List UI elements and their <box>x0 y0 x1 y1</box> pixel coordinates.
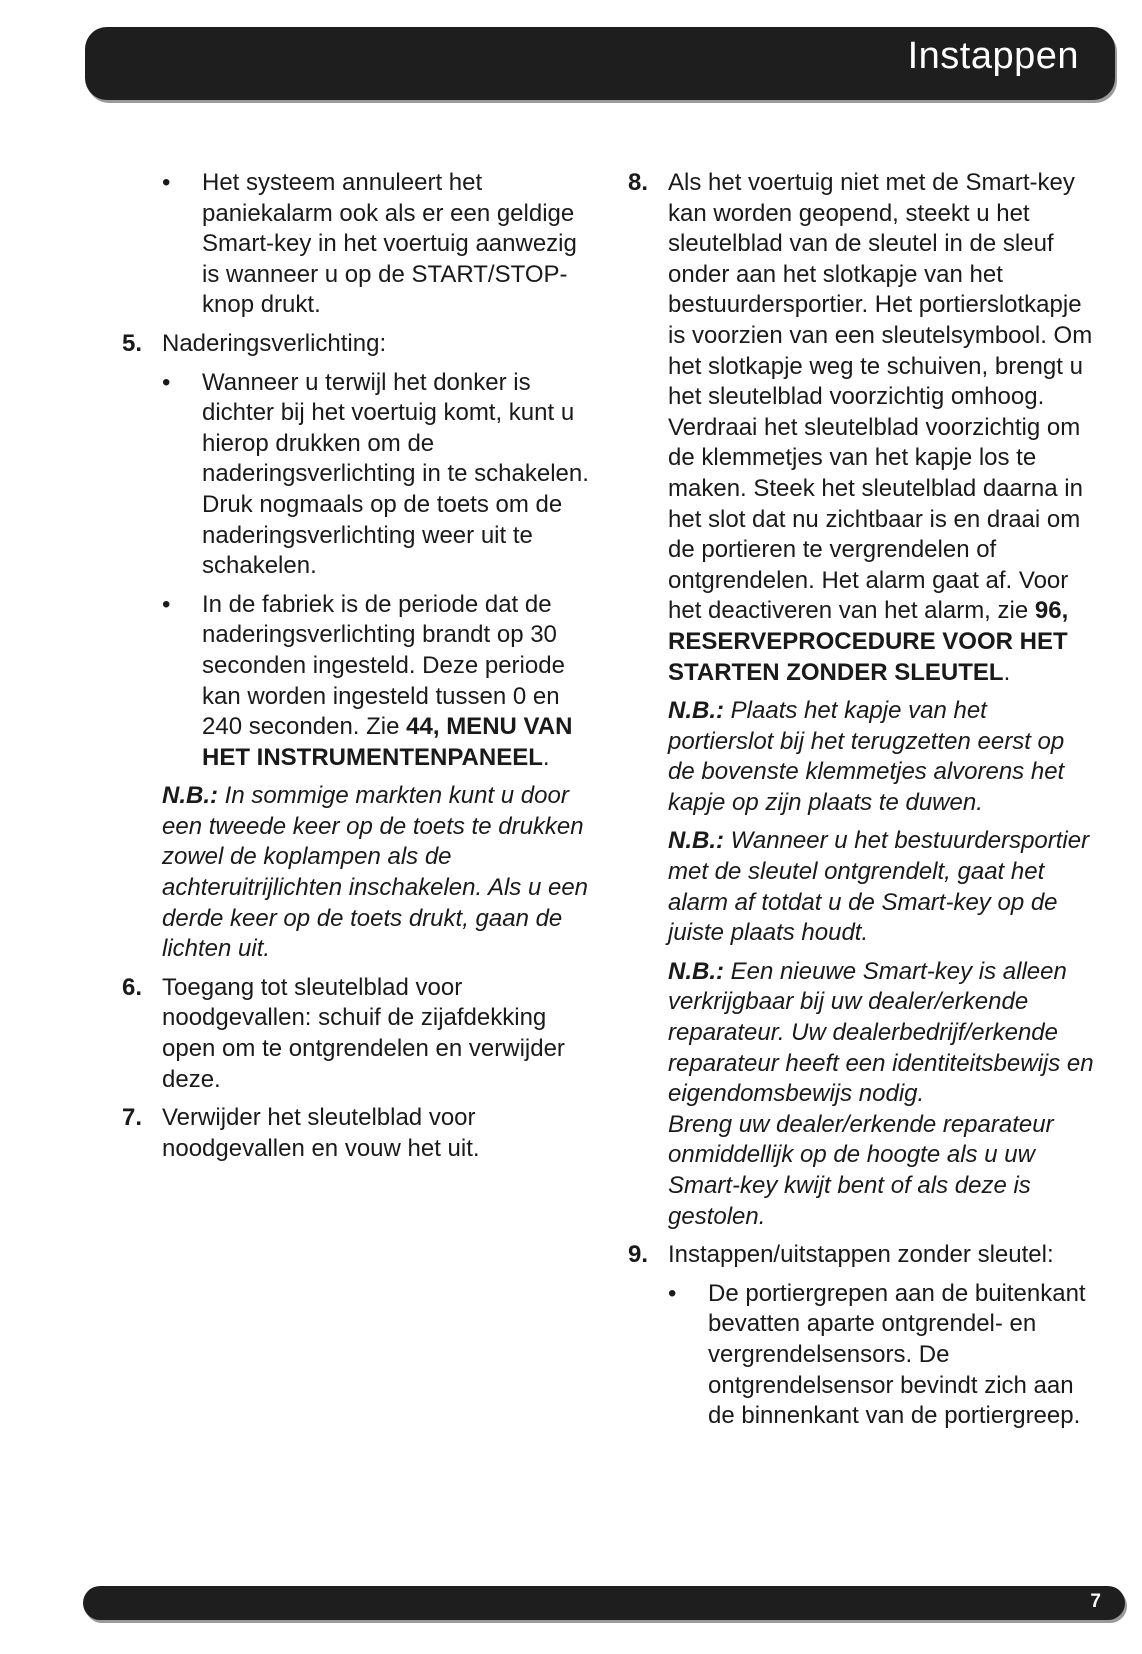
list-item-5 <box>122 329 590 360</box>
bullet-icon: • <box>668 1279 677 1307</box>
note-lock-cap <box>668 696 1094 818</box>
bullet-text: In de fabriek is de periode dat de naderingsverlichting brandt op 30 seconden ingesteld. Deze periode kan worden ingesteld tussen 0 en 240 seconden. Zie 44, MENU VAN HET INSTRUMENTENPANEEL. <box>202 590 573 771</box>
item-number: 8. <box>628 169 649 196</box>
right-column <box>628 168 1094 1440</box>
note-text: In sommige markten kunt u door een tweede keer op de toets te drukken zowel de koplampen als de achteruitrijlichten inschakelen. Als u een derde keer op de toets drukt, gaan de lichten uit. <box>162 782 589 963</box>
header-bar <box>85 27 1115 100</box>
footer-bar <box>83 1586 1125 1620</box>
item-number: 5. <box>122 329 143 357</box>
note-label: N.B.: <box>668 827 724 855</box>
note-alarm-unlock <box>668 826 1094 948</box>
item-text: Instappen/uitstappen zonder sleutel: <box>668 1241 1054 1269</box>
list-item-9 <box>628 1240 1094 1271</box>
cross-reference-link[interactable]: 96, RESERVEPROCEDURE VOOR HET STARTEN ZONDER SLEUTEL <box>668 597 1069 686</box>
bullet-panic-alarm <box>162 168 590 321</box>
list-item-8 <box>628 168 1094 688</box>
note-new-smart-key <box>668 957 1094 1232</box>
bullet-text: Wanneer u terwijl het donker is dichter bij het voertuig komt, kunt u hierop drukken om de naderingsverlichting in te schakelen. Druk nogmaals op de toets om de naderingsverlichting weer uit te schakelen. <box>202 368 589 580</box>
item-text: Naderingsverlichting: <box>162 329 387 357</box>
bullet-approach-light-on <box>162 368 590 582</box>
bullet-icon: • <box>162 368 171 396</box>
note-headlights <box>162 781 590 965</box>
note-text: Plaats het kapje van het portierslot bij het terugzetten eerst op de bovenste klemmetjes alvorens het kapje op zijn plaats te duwen. <box>668 697 1065 816</box>
bullet-icon: • <box>162 169 171 196</box>
item-text: Als het voertuig niet met de Smart-key kan worden geopend, steekt u het sleutelblad van de sleutel in de sleuf onder aan het slotkapje van het bestuurdersportier. Het portierslotkapje is voorzien van een sleutelsymbool. Om het slotkapje weg te schuiven, brengt u het sleutelblad voorzichtig omhoog. Verdraai het sleutelblad voorzichtig om de klemmetjes van het kapje los te maken. Steek het sleutelblad daarna in het slot dat nu zichtbaar is en draai om de portieren te vergrendelen of ontgrendelen. Het alarm gaat af. Voor het deactiveren van het alarm, zie 96, RESERVEPROCEDURE VOOR HET STARTEN ZONDER SLEUTEL. <box>668 169 1093 686</box>
item-number: 9. <box>628 1241 649 1269</box>
left-column <box>122 168 590 1172</box>
cross-reference-link[interactable]: 44, MENU VAN HET INSTRUMENTENPANEEL <box>202 713 573 771</box>
list-item-6 <box>122 973 590 1095</box>
bullet-door-handle-sensors <box>668 1279 1094 1432</box>
bullet-text: De portiergrepen aan de buitenkant bevatten aparte ontgrendel- en vergrendelsensors. De ontgrendelsensor bevindt zich aan de binnenkant van de portiergreep. <box>708 1279 1086 1430</box>
page-number: 7 <box>1090 1591 1101 1612</box>
note-label: N.B.: <box>668 957 724 985</box>
item-number: 6. <box>122 973 143 1001</box>
note-text-continued: Breng uw dealer/erkende reparateur onmiddellijk op de hoogte als u uw Smart-key kwijt bent of als deze is gestolen. <box>668 1110 1054 1230</box>
item-number: 7. <box>122 1104 143 1132</box>
bullet-approach-light-period <box>162 590 590 774</box>
page-title: Instappen <box>907 35 1079 77</box>
bullet-text: Het systeem annuleert het paniekalarm ook als er een geldige Smart-key in het voertuig aanwezig is wanneer u op de START/STOP-knop drukt. <box>202 169 577 319</box>
list-item-7 <box>122 1103 590 1164</box>
item-text: Verwijder het sleutelblad voor noodgevallen en vouw het uit. <box>162 1104 480 1162</box>
note-text: Een nieuwe Smart-key is alleen verkrijgbaar bij uw dealer/erkende reparateur. Uw dealerbedrijf/erkende reparateur heeft een identiteitsbewijs en eigendomsbewijs nodig. <box>668 957 1094 1108</box>
note-label: N.B.: <box>162 782 218 810</box>
note-label: N.B.: <box>668 697 724 725</box>
item-text: Toegang tot sleutelblad voor noodgevallen: schuif de zijafdekking open om te ontgrendelen en verwijder deze. <box>162 973 565 1093</box>
note-text: Wanneer u het bestuurdersportier met de sleutel ontgrendelt, gaat het alarm af totdat u de Smart-key op de juiste plaats houdt. <box>668 827 1090 947</box>
bullet-icon: • <box>162 590 171 618</box>
